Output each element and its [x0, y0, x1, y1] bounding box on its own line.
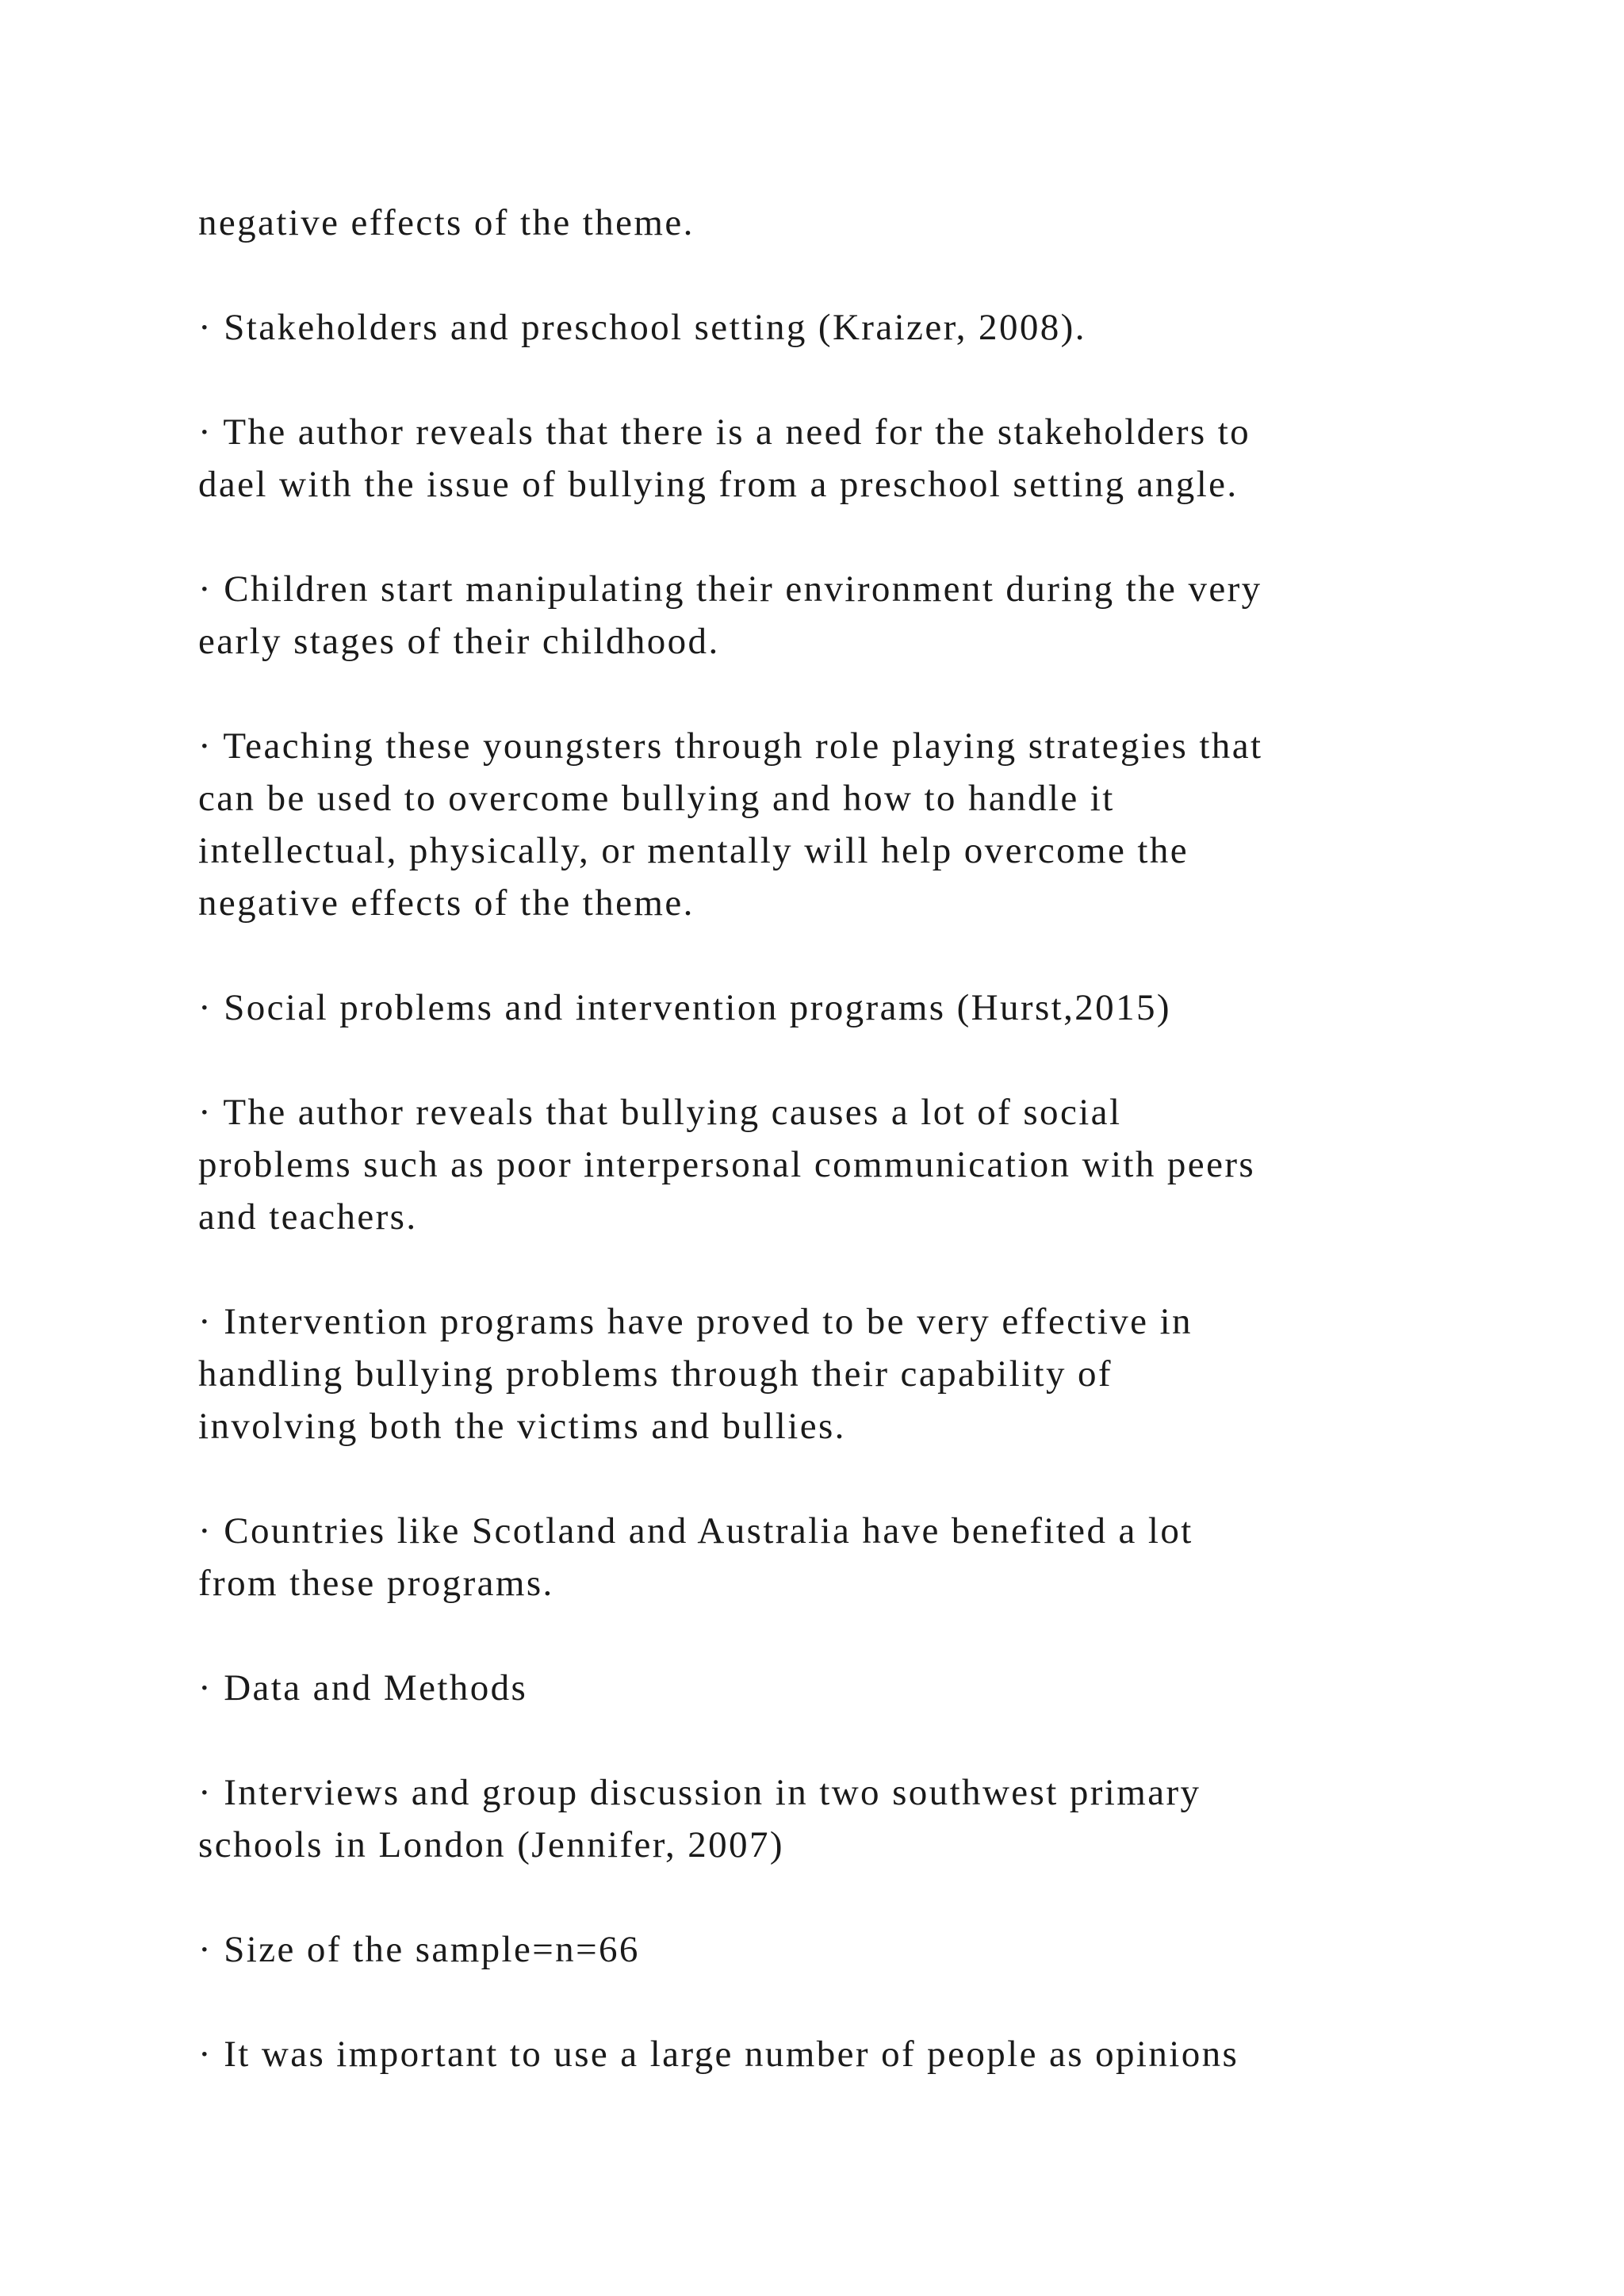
paragraph-13: [198, 2028, 1435, 2080]
text-line: · Data and Methods: [198, 1667, 528, 1709]
paragraph-9: [198, 1505, 1435, 1609]
text-line: negative effects of the theme.: [198, 202, 695, 243]
text-line: · Intervention programs have proved to be very effective in: [198, 1301, 1193, 1342]
paragraph-11: [198, 1766, 1435, 1871]
paragraph-10: [198, 1662, 1435, 1714]
paragraph-5: [198, 720, 1435, 929]
text-line: · It was important to use a large number of people as opinions: [198, 2034, 1239, 2075]
paragraph-8: [198, 1295, 1435, 1452]
document-body: [198, 197, 1435, 2133]
paragraph-1: [198, 197, 1435, 249]
text-line: · Stakeholders and preschool setting (Kraizer, 2008).: [198, 307, 1086, 348]
text-line: · Size of the sample=n=66: [198, 1929, 640, 1970]
paragraph-6: [198, 982, 1435, 1034]
text-line: · Social problems and intervention programs (Hurst,2015): [198, 987, 1171, 1028]
paragraph-4: [198, 563, 1435, 668]
text-line: · The author reveals that there is a need for the stakeholders to: [198, 411, 1251, 453]
paragraph-2: [198, 301, 1435, 354]
text-line: · Children start manipulating their environment during the very: [198, 568, 1262, 610]
text-line: can be used to overcome bullying and how to handle it: [198, 778, 1115, 819]
text-line: intellectual, physically, or mentally will help overcome the: [198, 830, 1189, 871]
text-line: and teachers.: [198, 1196, 418, 1238]
text-line: handling bullying problems through their capability of: [198, 1353, 1113, 1395]
text-line: from these programs.: [198, 1563, 554, 1604]
text-line: · Interviews and group discussion in two southwest primary: [198, 1772, 1201, 1813]
text-line: · The author reveals that bullying causes a lot of social: [198, 1092, 1122, 1133]
text-line: · Teaching these youngsters through role playing strategies that: [198, 725, 1263, 767]
paragraph-3: [198, 406, 1435, 511]
text-line: schools in London (Jennifer, 2007): [198, 1824, 784, 1866]
text-line: · Countries like Scotland and Australia have benefited a lot: [198, 1510, 1193, 1552]
text-line: negative effects of the theme.: [198, 882, 695, 924]
text-line: early stages of their childhood.: [198, 621, 720, 662]
text-line: involving both the victims and bullies.: [198, 1406, 846, 1447]
text-line: dael with the issue of bullying from a preschool setting angle.: [198, 464, 1239, 505]
paragraph-12: [198, 1923, 1435, 1976]
paragraph-7: [198, 1086, 1435, 1243]
text-line: problems such as poor interpersonal communication with peers: [198, 1144, 1256, 1185]
